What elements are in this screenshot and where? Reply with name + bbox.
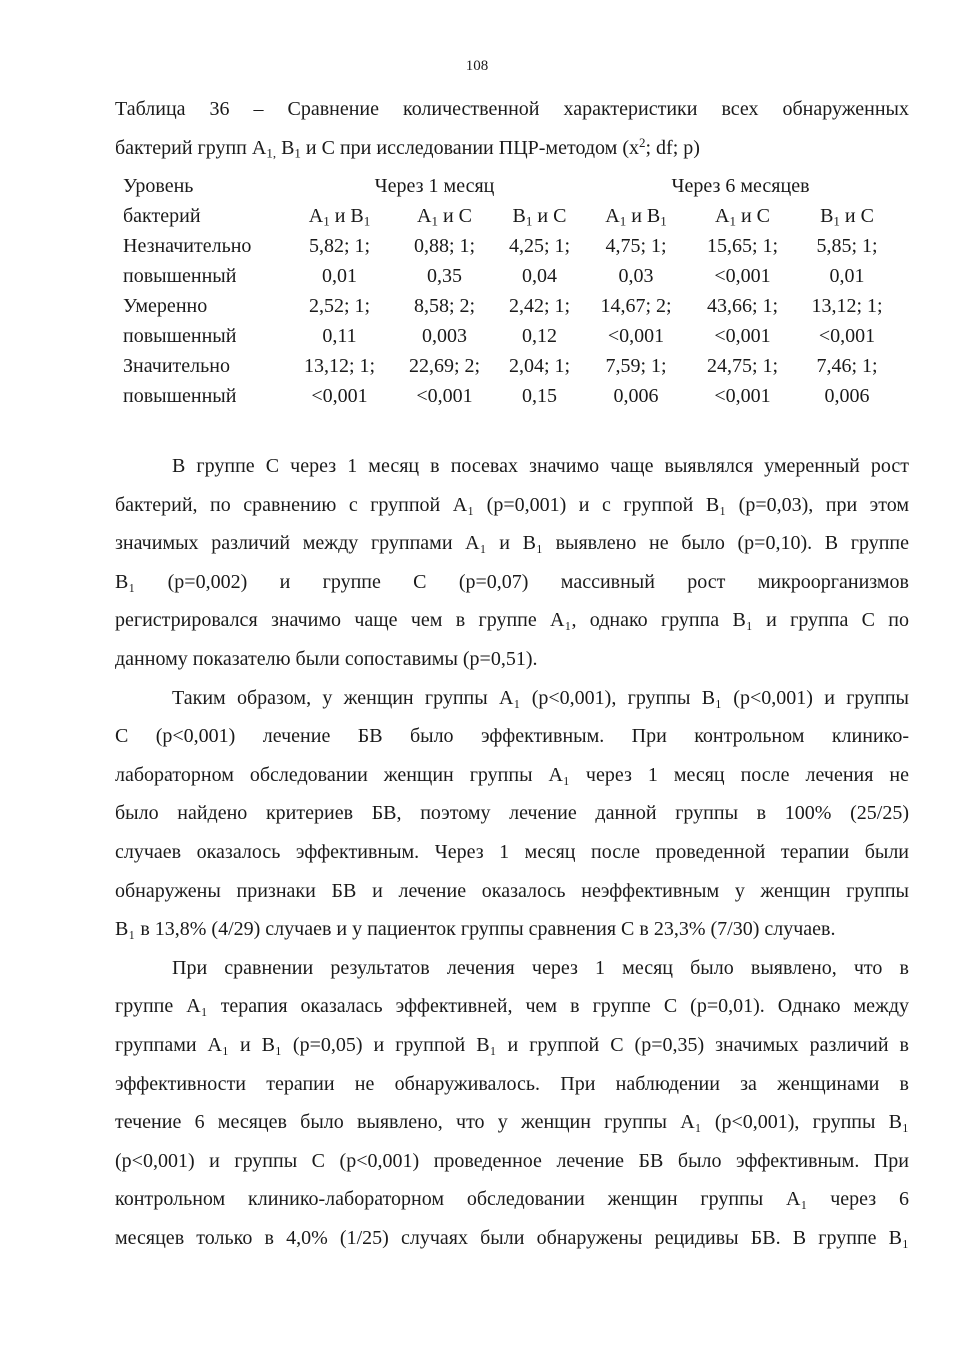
text-line: течение 6 месяцев было выявлено, что у женщин группы А₁ (p<0,001), группы В₁ [115, 1111, 909, 1134]
text-line: группами А₁ и В₁ (p=0,05) и группой В₁ и группой С (p=0,35) значимых различий в [115, 1033, 909, 1056]
table-row [115, 351, 899, 381]
header-6-months: Через 6 месяцев [671, 175, 810, 197]
text-line: группе А₁ терапия оказалась эффективней, чем в группе С (p=0,01). Однако между [115, 995, 909, 1018]
paragraph [115, 447, 909, 679]
table-cell: <0,001 [714, 265, 771, 287]
table-cell: 4,25; 1; [508, 235, 571, 257]
table-cell: <0,001 [607, 325, 665, 347]
table-cell: 8,58; 2; [413, 295, 476, 317]
table-cell: 0,006 [613, 385, 659, 407]
text-line: При сравнении результатов лечения через 1 месяц было выявлено, что в [172, 956, 909, 979]
table-cell: 13,12; 1; [303, 355, 376, 377]
table-cell: 14,67; 2; [600, 295, 672, 317]
text-line: значимых различий между группами А₁ и В₁ выявлено не было (p=0,10). В группе [115, 532, 909, 555]
text-line: лабораторном обследовании женщин группы А₁ через 1 месяц после лечения не [115, 763, 909, 786]
text-line: В₁ (p=0,002) и группе С (p=0,07) массивный рост микроорганизмов [115, 570, 909, 593]
text-line: (p<0,001) и группы С (p<0,001) проведенное лечение БВ было эффективным. При [115, 1149, 909, 1172]
table-cell: 0,01 [829, 265, 865, 287]
row-label: повышенный [123, 265, 237, 287]
row-label: Незначительно [123, 235, 252, 257]
table-cell: 22,69; 2; [408, 355, 481, 377]
text-line: бактерий, по сравнению с группой А₁ (p=0,001) и с группой В₁ (p=0,03), при этом [115, 493, 909, 516]
table-row [115, 291, 899, 321]
table-cell: 0,04 [522, 265, 557, 287]
table-caption [115, 90, 909, 168]
row-label: Умеренно [123, 295, 208, 317]
text-line: обнаружены признаки БВ и лечение оказалось неэффективным у женщин группы [115, 879, 909, 902]
table-row [115, 321, 899, 351]
paragraph [115, 949, 909, 1258]
table-cell: 13,12; 1; [811, 295, 883, 317]
table-row [115, 381, 899, 411]
table-cell: 2,42; 1; [508, 295, 571, 317]
text-line: С (p<0,001) лечение БВ было эффективным. При контрольном клинико- [115, 725, 909, 748]
text-line: данному показателю были сопоставимы (p=0,51). [115, 647, 538, 670]
header-bacteria: бактерий [123, 205, 201, 227]
table-cell: 0,12 [522, 325, 557, 347]
col-header: $В_1$ и С [820, 205, 874, 229]
text-line: Таким образом, у женщин группы А₁ (p<0,001), группы В₁ (p<0,001) и группы [172, 686, 909, 709]
col-header: $А_1$ и $В_1$ [308, 205, 371, 229]
table-header-row [115, 171, 899, 201]
table-cell: 2,52; 1; [308, 295, 371, 317]
table-cell: 0,88; 1; [413, 235, 476, 257]
row-label: повышенный [123, 385, 237, 407]
table-cell: <0,001 [714, 325, 771, 347]
table-cell: 43,66; 1; [706, 295, 779, 317]
table-cell: 5,82; 1; [308, 235, 371, 257]
table-cell: 0,35 [427, 265, 462, 287]
table-cell: 4,75; 1; [605, 235, 667, 257]
table-cell: 2,04; 1; [508, 355, 571, 377]
table-cell: <0,001 [311, 385, 368, 407]
text-line: было найдено критериев БВ, поэтому лечение данной группы в 100% (25/25) [115, 802, 909, 825]
table-cell: 0,01 [322, 265, 357, 287]
table-cell: 0,003 [422, 325, 467, 347]
col-header: $А_1$ и $В_1$ [605, 205, 667, 229]
header-1-month: Через 1 месяц [374, 175, 495, 197]
caption-line-2: бактерий групп $А_{1,}$ $В_1$ и С при исследовании ПЦР-методом ($х^2$; df; p) [115, 134, 700, 161]
text-line: эффективности терапии не обнаруживалось. При наблюдении за женщинами в [115, 1072, 909, 1095]
table-cell: 0,006 [824, 385, 870, 407]
page-number: 108 [465, 58, 489, 74]
table-cell: 0,11 [322, 325, 357, 347]
header-level: Уровень [123, 175, 194, 197]
table-cell: 5,85; 1; [816, 235, 878, 257]
col-header: $А_1$ и С [715, 205, 770, 229]
row-label: повышенный [123, 325, 237, 347]
comparison-table [115, 171, 899, 411]
paragraph [115, 679, 909, 949]
col-header: $В_1$ и С [512, 205, 567, 229]
table-cell: <0,001 [416, 385, 473, 407]
body-text [115, 447, 909, 1257]
table-cell: <0,001 [714, 385, 771, 407]
text-line: В группе С через 1 месяц в посевах значимо чаще выявлялся умеренный рост [172, 455, 909, 477]
table-row [115, 231, 899, 261]
table-cell: 7,59; 1; [605, 355, 667, 377]
table-cell: 24,75; 1; [706, 355, 779, 377]
table-cell: 15,65; 1; [706, 235, 779, 257]
table-subheader-row [115, 201, 899, 231]
table-cell: <0,001 [818, 325, 876, 347]
text-line: контрольном клинико-лабораторном обследовании женщин группы А₁ через 6 [115, 1188, 909, 1211]
table-cell: 0,15 [522, 385, 557, 407]
caption-line-1: Таблица 36 – Сравнение количественной характеристики всех обнаруженных [115, 98, 909, 120]
col-header: $А_1$ и С [417, 205, 472, 229]
table-cell: 0,03 [618, 265, 654, 287]
text-line: случаев оказалось эффективным. Через 1 месяц после проведенной терапии были [115, 840, 909, 863]
table-cell: 7,46; 1; [816, 355, 878, 377]
table-row [115, 261, 899, 291]
row-label: Значительно [123, 355, 230, 377]
text-line: месяцев только в 4,0% (1/25) случаях были обнаружены рецидивы БВ. В группе В₁ [115, 1226, 909, 1249]
text-line: В₁ в 13,8% (4/29) случаев и у пациенток группы сравнения С в 23,3% (7/30) случаев. [115, 918, 836, 941]
text-line: регистрировался значимо чаще чем в группе А₁, однако группа В₁ и группа С по [115, 609, 909, 632]
